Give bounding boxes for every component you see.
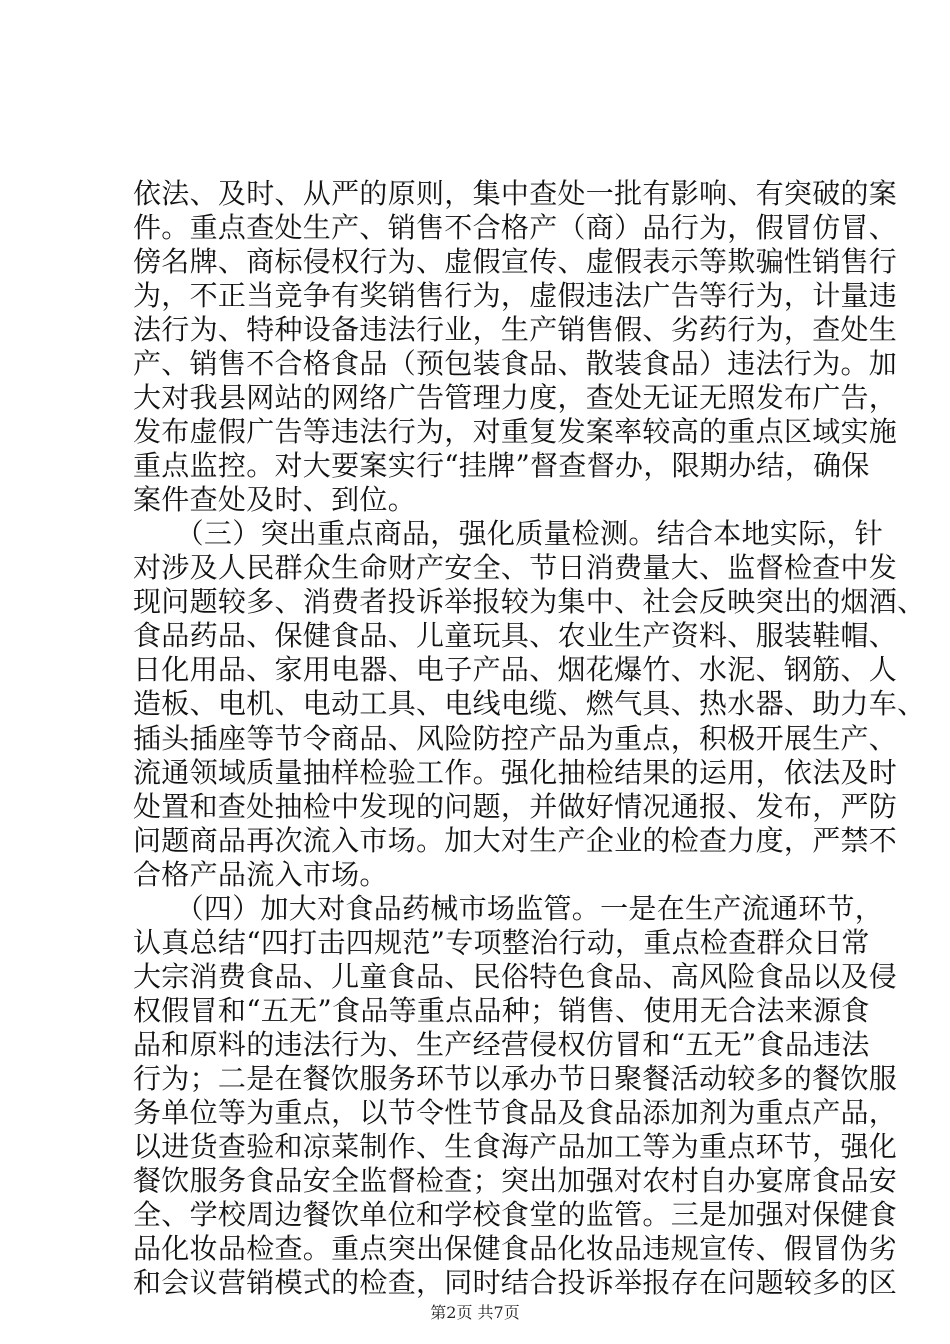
body-text-line: 问题商品再次流入市场。加大对生产企业的检查力度，严禁不 [133,824,898,857]
body-text-line: 大对我县网站的网络广告管理力度，查处无证无照发布广告， [133,381,898,414]
body-text-line: 以进货查验和凉菜制作、生食海产品加工等为重点环节，强化 [133,1130,898,1163]
body-text-line: 食品药品、保健食品、儿童玩具、农业生产资料、服装鞋帽、 [133,619,898,652]
body-text-line: 依法、及时、从严的原则，集中查处一批有影响、有突破的案 [133,177,898,210]
body-text-line: 日化用品、家用电器、电子产品、烟花爆竹、水泥、钢筋、人 [133,653,898,686]
body-text-line: 务单位等为重点，以节令性节食品及食品添加剂为重点产品， [133,1096,898,1129]
body-text-line: 处置和查处抽检中发现的问题，并做好情况通报、发布，严防 [133,790,898,823]
body-text-line: 行为；二是在餐饮服务环节以承办节日聚餐活动较多的餐饮服 [133,1062,898,1095]
body-text-line: 傍名牌、商标侵权行为、虚假宣传、虚假表示等欺骗性销售行 [133,245,898,278]
body-text-line: 合格产品流入市场。 [133,858,388,891]
body-text-line: 现问题较多、消费者投诉举报较为集中、社会反映突出的烟酒、 [133,585,926,618]
body-text-line: 件。重点查处生产、销售不合格产（商）品行为，假冒仿冒、 [133,211,898,244]
body-text-line: 重点监控。对大要案实行“挂牌”督查督办，限期办结，确保 [133,449,870,482]
body-text-line: 造板、电机、电动工具、电线电缆、燃气具、热水器、助力车、 [133,687,926,720]
body-text-line: 品化妆品检查。重点突出保健食品化妆品违规宣传、假冒伪劣 [133,1232,898,1265]
body-text-line: 大宗消费食品、儿童食品、民俗特色食品、高风险食品以及侵 [133,960,898,993]
body-text-line: 插头插座等节令商品、风险防控产品为重点，积极开展生产、 [133,722,898,755]
paragraph-heading-line: （四）加大对食品药械市场监管。一是在生产流通环节， [133,892,884,925]
body-text-line: 案件查处及时、到位。 [133,483,417,516]
body-text-line: 对涉及人民群众生命财产安全、节日消费量大、监督检查中发 [133,551,898,584]
body-text-line: 发布虚假广告等违法行为，对重复发案率较高的重点区域实施 [133,415,898,448]
body-text-line: 餐饮服务食品安全监督检查；突出加强对农村自办宴席食品安 [133,1164,898,1197]
body-text-line: 产、销售不合格食品（预包装食品、散装食品）违法行为。加 [133,347,898,380]
page-footer: 第2页 共7页 [430,1303,520,1322]
body-text-line: 和会议营销模式的检查，同时结合投诉举报存在问题较多的区 [133,1266,898,1299]
body-text-line: 品和原料的违法行为、生产经营侵权仿冒和“五无”食品违法 [133,1028,870,1061]
paragraph-heading-line: （三）突出重点商品，强化质量检测。结合本地实际，针 [133,517,884,550]
body-text-line: 流通领域质量抽样检验工作。强化抽检结果的运用，依法及时 [133,756,898,789]
body-text-line: 为，不正当竞争有奖销售行为，虚假违法广告等行为，计量违 [133,279,898,312]
body-text-line: 全、学校周边餐饮单位和学校食堂的监管。三是加强对保健食 [133,1198,898,1231]
body-text-line: 权假冒和“五无”食品等重点品种；销售、使用无合法来源食 [133,994,870,1027]
body-text-line: 认真总结“四打击四规范”专项整治行动，重点检查群众日常 [133,926,870,959]
body-text-line: 法行为、特种设备违法行业，生产销售假、劣药行为，查处生 [133,313,898,346]
